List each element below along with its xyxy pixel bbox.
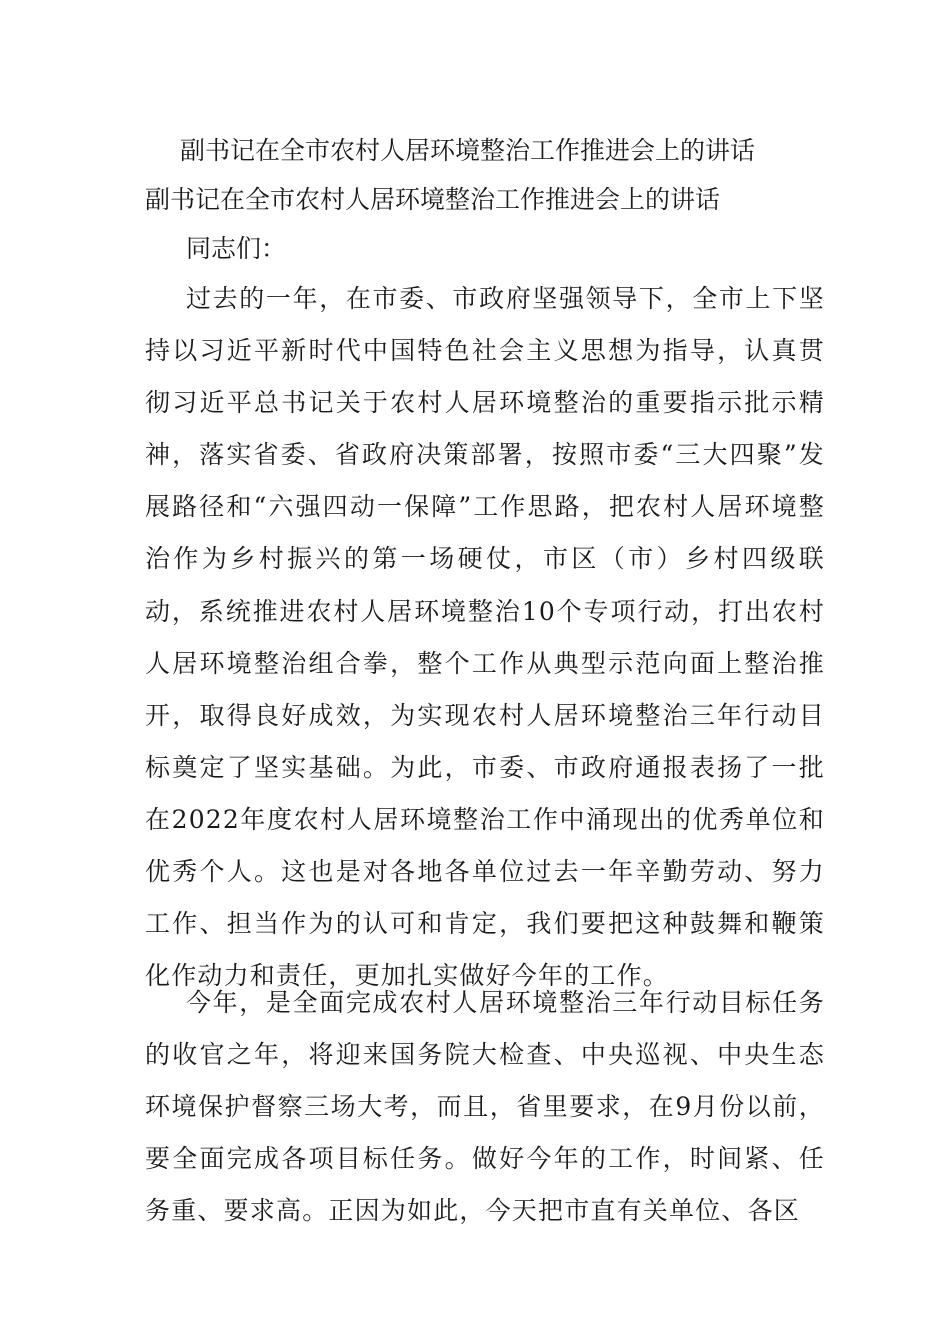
body-paragraph-1: 过去的一年，在市委、市政府坚强领导下，全市上下坚持以习近平新时代中国特色社会主义思想为指导，认真贯彻习近平总书记关于农村人居环境整治的重要指示批示精神，落实省委、省政府决策部署，按照市委“三大四聚”发展路径和“六强四动一保障”工作思路，把农村人居环境整治作为乡村振兴的第一场硬仗，市区（市）乡村四级联动，系统推进农村人居环境整治10个专项行动，打出农村人居环境整治组合拳，整个工作从典型示范向面上整治推开，取得良好成效，为实现农村人居环境整治三年行动目标奠定了坚实基础。为此，市委、市政府通报表扬了一批在2022年度农村人居环境整治工作中涌现出的优秀单位和优秀个人。这也是对各地各单位过去一年辛勤劳动、努力工作、担当作为的认可和肯定，我们要把这种鼓舞和鞭策化作动力和责任，更加扎实做好今年的工作。 [145,284,825,991]
document-subtitle: 副书记在全市农村人居环境整治工作推进会上的讲话 [145,185,721,214]
document-title: 副书记在全市农村人居环境整治工作推进会上的讲话 [180,136,756,165]
salutation: 同志们： [186,234,287,263]
body-paragraph-2: 今年，是全面完成农村人居环境整治三年行动目标任务的收官之年，将迎来国务院大检查、中央巡视、中央生态环境保护督察三场大考，而且，省里要求，在9月份以前，要全面完成各项目标任务。做好今年的工作，时间紧、任务重、要求高。正因为如此，今天把市直有关单位、各区 [145,988,825,1226]
